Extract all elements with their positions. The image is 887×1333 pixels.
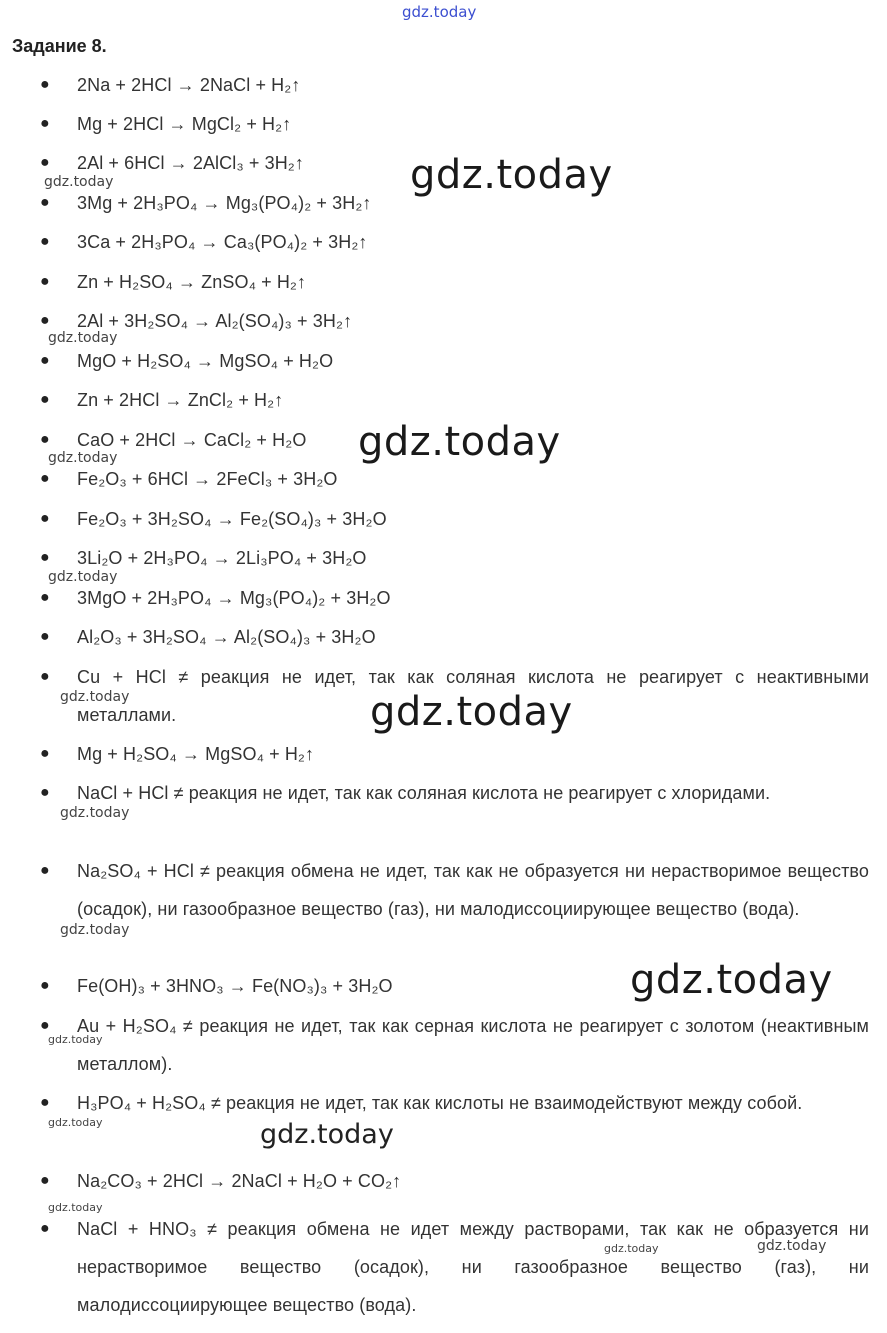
list-item: [40, 774, 869, 812]
list-item: [40, 735, 869, 773]
bullet-icon: ●: [40, 510, 50, 527]
watermark: gdz.today: [60, 689, 130, 705]
reaction-text: Fe₂O₃ + 6HCl → 2FeCl₃ + 3H₂O: [77, 469, 338, 489]
watermark: gdz.today: [630, 957, 833, 1003]
reaction-text: Na₂CO₃ + 2HCl → 2NaCl + H₂O + CO₂↑: [77, 1171, 402, 1191]
bullet-icon: ●: [40, 1017, 50, 1034]
list-item: [40, 1007, 869, 1083]
bullet-icon: ●: [40, 273, 50, 290]
list-item: [40, 302, 869, 340]
bullet-icon: ●: [40, 977, 50, 994]
reaction-text: Fe₂O₃ + 3H₂SO₄ → Fe₂(SO₄)₃ + 3H₂O: [77, 509, 387, 529]
list-item: [40, 460, 869, 498]
watermark: gdz.today: [604, 1242, 659, 1255]
list-item: [40, 618, 869, 656]
list-item: [40, 263, 869, 301]
reaction-text: 2Al + 3H₂SO₄ → Al₂(SO₄)₃ + 3H₂↑: [77, 311, 353, 331]
reaction-text: Cu + HCl ≠ реакция не идет, так как соляная кислота не реагирует с неактивными металлами.: [77, 667, 869, 725]
reaction-text: Zn + H₂SO₄ → ZnSO₄ + H₂↑: [77, 272, 307, 292]
bullet-icon: ●: [40, 470, 50, 487]
reaction-text: Mg + H₂SO₄ → MgSO₄ + H₂↑: [77, 744, 315, 764]
bullet-icon: ●: [40, 1220, 50, 1237]
watermark: gdz.today: [48, 1033, 103, 1046]
list-item: [40, 1162, 869, 1200]
reaction-text: H₃PO₄ + H₂SO₄ ≠ реакция не идет, так как кислоты не взаимодействуют между собой.: [77, 1093, 803, 1113]
reaction-text: Fe(OH)₃ + 3HNO₃ → Fe(NO₃)₃ + 3H₂O: [77, 976, 393, 996]
reaction-text: Zn + 2HCl → ZnCl₂ + H₂↑: [77, 390, 284, 410]
reaction-text: 3Li₂O + 2H₃PO₄ → 2Li₃PO₄ + 3H₂O: [77, 548, 367, 568]
reaction-text: MgO + H₂SO₄ → MgSO₄ + H₂O: [77, 351, 334, 371]
bullet-icon: ●: [40, 115, 50, 132]
watermark: gdz.today: [48, 1116, 103, 1129]
watermark: gdz.today: [44, 174, 114, 190]
bullet-icon: ●: [40, 233, 50, 250]
reaction-text: 2Na + 2HCl → 2NaCl + H₂↑: [77, 75, 301, 95]
list-item: [40, 500, 869, 538]
bullet-icon: ●: [40, 194, 50, 211]
task-title: Задание 8.: [12, 36, 107, 56]
reaction-text: 3MgO + 2H₃PO₄ → Mg₃(PO₄)₂ + 3H₂O: [77, 588, 391, 608]
bullet-icon: ●: [40, 312, 50, 329]
bullet-icon: ●: [40, 352, 50, 369]
bullet-icon: ●: [40, 76, 50, 93]
watermark: gdz.today: [48, 569, 118, 585]
reaction-text: NaCl + HNO₃ ≠ реакция обмена не идет между растворами, так как не образуется ни нерастворимое вещество (осадок), ни газообразное вещество (газ), ни малодиссоциирующее вещество (вода).: [77, 1219, 869, 1315]
list-item: [40, 539, 869, 577]
reaction-text: 3Mg + 2H₃PO₄ → Mg₃(PO₄)₂ + 3H₂↑: [77, 193, 372, 213]
list-item: [40, 1084, 869, 1122]
bullet-icon: ●: [40, 784, 50, 801]
bullet-icon: ●: [40, 391, 50, 408]
watermark: gdz.today: [60, 922, 130, 938]
bullet-icon: ●: [40, 431, 50, 448]
list-item: [40, 66, 869, 104]
bullet-icon: ●: [40, 628, 50, 645]
bullet-icon: ●: [40, 589, 50, 606]
watermark: gdz.today: [757, 1238, 827, 1254]
reaction-text: Au + H₂SO₄ ≠ реакция не идет, так как серная кислота не реагирует с золотом (неактивным металлом).: [77, 1016, 869, 1074]
bullet-icon: ●: [40, 862, 50, 879]
top-watermark: gdz.today: [402, 3, 477, 21]
watermark: gdz.today: [410, 152, 613, 198]
bullet-icon: ●: [40, 668, 50, 685]
list-item: [40, 1210, 869, 1324]
reaction-text: 2Al + 6HCl → 2AlCl₃ + 3H₂↑: [77, 153, 304, 173]
bullet-icon: ●: [40, 549, 50, 566]
reaction-text: Na₂SO₄ + HCl ≠ реакция обмена не идет, так как не образуется ни нерастворимое вещество (осадок), ни газообразное вещество (газ), ни малодиссоциирующее вещество (вода).: [77, 861, 869, 919]
watermark: gdz.today: [358, 419, 561, 465]
watermark: gdz.today: [48, 1201, 103, 1214]
bullet-icon: ●: [40, 154, 50, 171]
watermark: gdz.today: [48, 450, 118, 466]
bullet-icon: ●: [40, 745, 50, 762]
list-item: [40, 223, 869, 261]
reaction-text: 3Ca + 2H₃PO₄ → Ca₃(PO₄)₂ + 3H₂↑: [77, 232, 368, 252]
watermark: gdz.today: [48, 330, 118, 346]
list-item: [40, 852, 869, 928]
reaction-text: Al₂O₃ + 3H₂SO₄ → Al₂(SO₄)₃ + 3H₂O: [77, 627, 376, 647]
bullet-icon: ●: [40, 1172, 50, 1189]
watermark: gdz.today: [370, 689, 573, 735]
bullet-icon: ●: [40, 1094, 50, 1111]
list-item: [40, 342, 869, 380]
reaction-text: Mg + 2HCl → MgCl₂ + H₂↑: [77, 114, 292, 134]
reaction-text: CaO + 2HCl → CaCl₂ + H₂O: [77, 430, 307, 450]
watermark: gdz.today: [260, 1119, 394, 1150]
list-item: [40, 381, 869, 419]
list-item: [40, 579, 869, 617]
reaction-text: NaCl + HCl ≠ реакция не идет, так как соляная кислота не реагирует с хлоридами.: [77, 783, 771, 803]
watermark: gdz.today: [60, 805, 130, 821]
list-item: [40, 105, 869, 143]
